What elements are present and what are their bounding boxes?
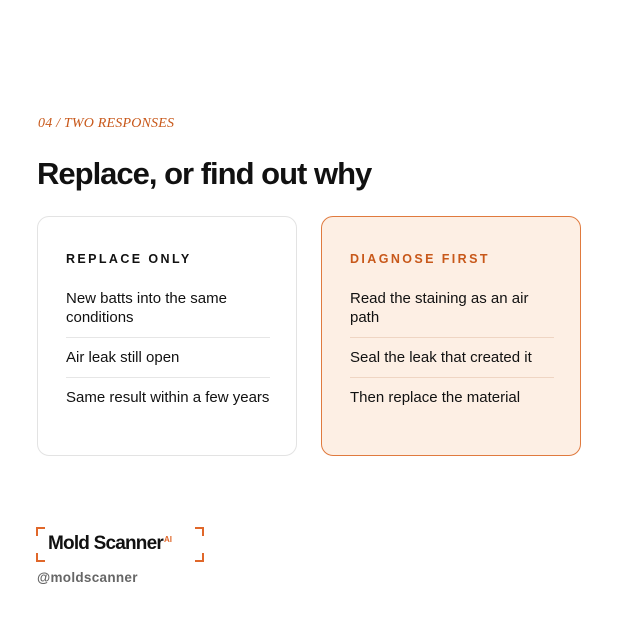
social-handle: @moldscanner [37, 570, 138, 585]
list-item: Air leak still open [66, 346, 270, 378]
card-label: DIAGNOSE FIRST [350, 252, 490, 266]
corner-bracket-icon [36, 553, 45, 562]
list-item: Same result within a few years [66, 389, 270, 406]
brand-superscript: AI [163, 535, 172, 544]
card-list [66, 287, 270, 425]
diagnose-first-card [321, 216, 581, 456]
brand-name: Mold Scanner$^{AI}$ [48, 533, 172, 554]
list-item: Then replace the material [350, 389, 521, 406]
corner-bracket-icon [195, 553, 204, 562]
list-item: Read the staining as an air path [350, 287, 554, 338]
card-list [350, 287, 554, 425]
replace-only-card [37, 216, 297, 456]
corner-bracket-icon [36, 527, 45, 536]
page-title: Replace, or find out why [37, 156, 372, 191]
list-item: New batts into the same conditions [66, 287, 270, 338]
eyebrow-label: 04 / TWO RESPONSES [38, 116, 175, 131]
list-item: Seal the leak that created it [350, 346, 554, 378]
corner-bracket-icon [195, 527, 204, 536]
brand-logo [36, 527, 204, 562]
card-label: REPLACE ONLY [66, 252, 192, 266]
